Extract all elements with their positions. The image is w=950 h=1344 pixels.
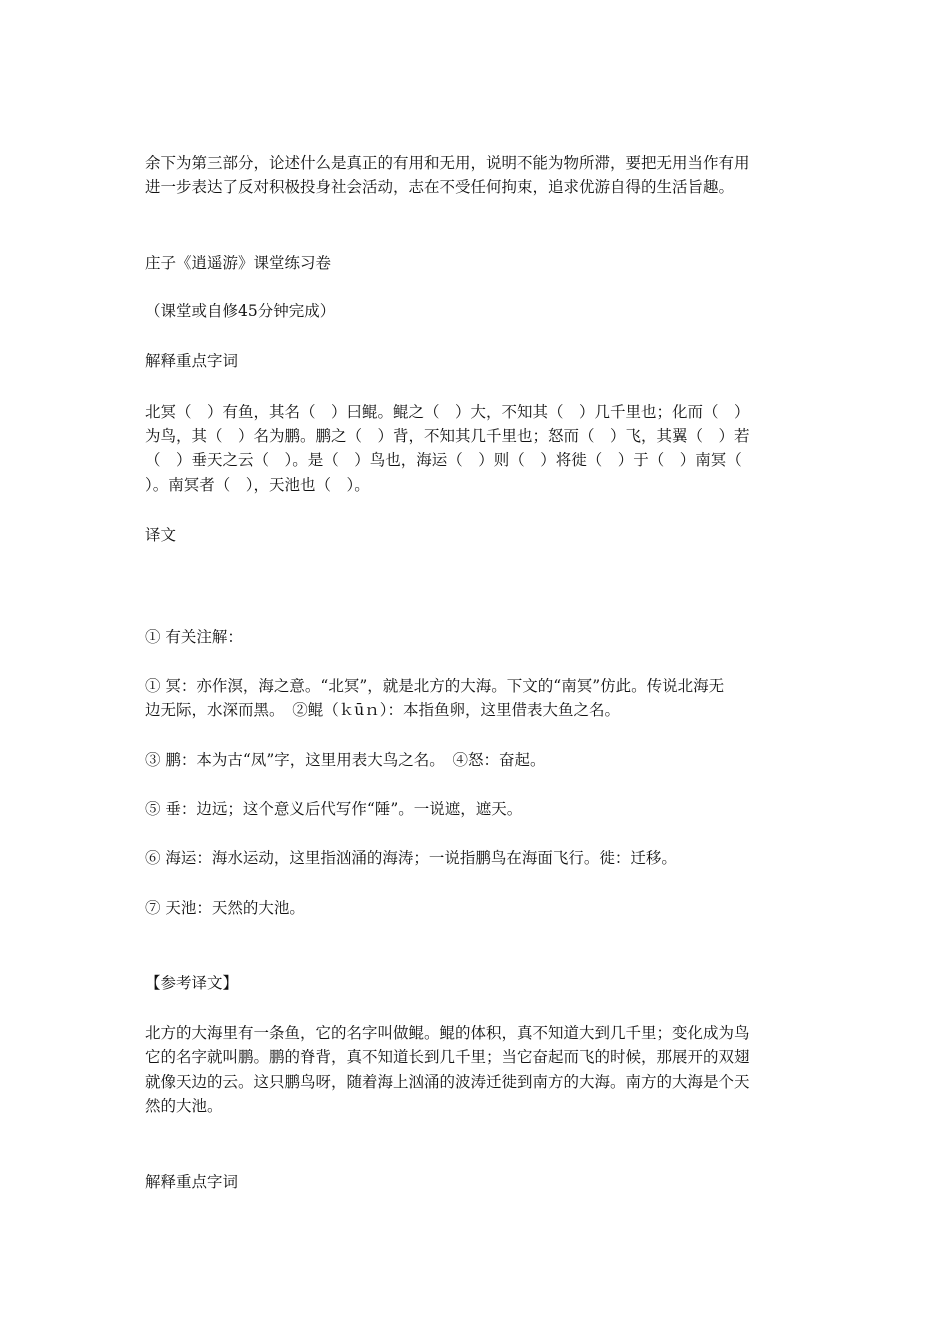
reference-line-4: 然的大池。 bbox=[145, 1097, 223, 1115]
reference-line-2: 它的名字就叫鹏。鹏的脊背，真不知道长到几千里；当它奋起而飞的时候，那展开的双翅 bbox=[145, 1048, 750, 1066]
reference-heading: 【参考译文】 bbox=[145, 974, 239, 992]
heading-jieshi: 解释重点字词 bbox=[145, 352, 239, 370]
blanks-line-1: 北冥（ ）有鱼，其名（ ）曰鲲。鲲之（ ）大，不知其（ ）几千里也；化而（ ） bbox=[145, 403, 750, 421]
blanks-line-2: 为鸟，其（ ）名为鹏。鹏之（ ）背，不知其几千里也；怒而（ ）飞，其翼（ ）若 bbox=[145, 427, 750, 445]
intro-line-1: 余下为第三部分，论述什么是真正的有用和无用，说明不能为物所滞，要把无用当作有用 bbox=[145, 154, 750, 172]
note-7: ⑦ 天池：天然的大池。 bbox=[145, 899, 305, 917]
blanks-line-4: ）。南冥者（ ），天池也（ ）。 bbox=[145, 476, 370, 494]
blanks-line-3: （ ）垂天之云（ ）。是（ ）鸟也，海运（ ）则（ ）将徙（ ）于（ ）南冥（ bbox=[145, 451, 742, 469]
heading-yiwen: 译文 bbox=[145, 526, 177, 544]
worksheet-title: 庄子《逍遥游》课堂练习卷 bbox=[145, 254, 332, 272]
note-6: ⑥ 海运：海水运动，这里指汹涌的海涛；一说指鹏鸟在海面飞行。徙：迁移。 bbox=[145, 849, 677, 867]
heading-jieshi-2: 解释重点字词 bbox=[145, 1173, 239, 1191]
worksheet-subtitle: （课堂或自修45分钟完成） bbox=[145, 302, 336, 320]
reference-line-1: 北方的大海里有一条鱼，它的名字叫做鲲。鲲的体积，真不知道大到几千里；变化成为鸟 bbox=[145, 1024, 750, 1042]
reference-line-3: 就像天边的云。这只鹏鸟呀，随着海上汹涌的波涛迁徙到南方的大海。南方的大海是个天 bbox=[145, 1073, 750, 1091]
notes-heading: ① 有关注解： bbox=[145, 628, 243, 646]
intro-line-2: 进一步表达了反对积极投身社会活动，志在不受任何拘束，追求优游自得的生活旨趣。 bbox=[145, 178, 735, 196]
note-1-line-2: 边无际，水深而黑。 ②鲲（ｋūｎ）：本指鱼卵，这里借表大鱼之名。 bbox=[145, 701, 620, 719]
note-3: ③ 鹏：本为古“凤”字，这里用表大鸟之名。 ④怒：奋起。 bbox=[145, 751, 546, 769]
note-1-line-1: ① 冥：亦作溟，海之意。“北冥”，就是北方的大海。下文的“南冥”仿此。传说北海无 bbox=[145, 677, 725, 695]
note-5: ⑤ 垂：边远；这个意义后代写作“陲”。一说遮，遮天。 bbox=[145, 800, 523, 818]
